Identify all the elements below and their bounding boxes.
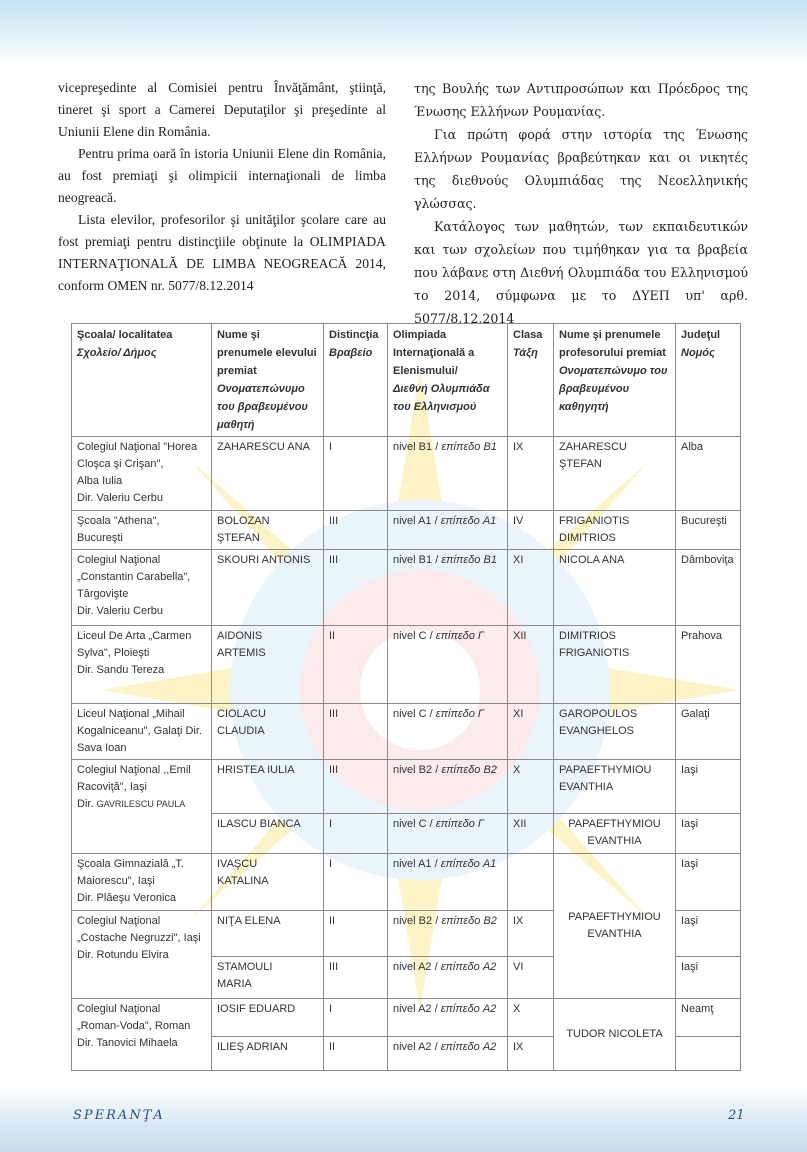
header-teacher: Nume şi prenumele profesorului premiat Ονοματεπώνυμο του βραβευμένου καθηγητή bbox=[554, 324, 676, 437]
distinction-cell: I bbox=[324, 999, 388, 1037]
county-cell: Bucureşti bbox=[676, 511, 741, 550]
paragraph: Κατάλογος των μαθητών, των εκπαιδευτικών και των σχολείων που τιμήθηκαν για τα βραβεία που λάβανε στη Διεθνή Ολυμπιάδα του Ελληνισμού το 2014, σύμφωνα με το ΔΥΕΠ υπ' αρθ. 5077/8.12.2014 bbox=[414, 219, 748, 326]
distinction-cell: III bbox=[324, 511, 388, 550]
distinction-cell: III bbox=[324, 704, 388, 760]
header-distinction: Distincţia Βραβείο bbox=[324, 324, 388, 437]
class-cell: XII bbox=[508, 626, 554, 704]
student-cell: CIOLACU CLAUDIA bbox=[212, 704, 324, 760]
school-cell: Şcoala Gimnazială „T. Maiorescu", Iaşi Dir. Plăeşu Veronica bbox=[72, 854, 212, 911]
student-cell: ZAHARESCU ANA bbox=[212, 437, 324, 511]
paragraph: Lista elevilor, profesorilor şi unităţilor şcolare care au fost premiaţi pentru distincţiile obţinute la OLIMPIADA INTERNAŢIONALĂ DE LIMBA NEOGREACĂ 2014, conform OMEN nr. 5077/8.12.2014 bbox=[58, 212, 386, 293]
table-row bbox=[72, 511, 741, 550]
distinction-cell: III bbox=[324, 957, 388, 999]
student-cell: IOSIF EDUARD bbox=[212, 999, 324, 1037]
distinction-cell: I bbox=[324, 854, 388, 911]
level-cell: nivel B1 / επίπεδο B1 bbox=[388, 437, 508, 511]
table-row bbox=[72, 437, 741, 511]
level-cell: nivel B2 / επίπεδο B2 bbox=[388, 911, 508, 957]
level-cell: nivel A2 / επίπεδο A2 bbox=[388, 1037, 508, 1071]
teacher-cell: NICOLA ANA bbox=[554, 550, 676, 626]
class-cell: IX bbox=[508, 1037, 554, 1071]
student-cell: STAMOULI MARIA bbox=[212, 957, 324, 999]
level-cell: nivel A2 / επίπεδο A2 bbox=[388, 957, 508, 999]
teacher-cell: PAPAEFTHYMIOU EVANTHIA bbox=[554, 814, 676, 854]
county-cell: Prahova bbox=[676, 626, 741, 704]
student-cell: IVAŞCU KATALINA bbox=[212, 854, 324, 911]
class-cell: IV bbox=[508, 511, 554, 550]
class-cell: XI bbox=[508, 704, 554, 760]
county-cell: Iaşi bbox=[676, 911, 741, 957]
teacher-cell: FRIGANIOTIS DIMITRIOS bbox=[554, 511, 676, 550]
level-cell: nivel C / επίπεδο Γ bbox=[388, 704, 508, 760]
school-cell: Colegiul Naţional „Costache Negruzzi", Iaşi Dir. Rotundu Elvira bbox=[72, 911, 212, 999]
table-row bbox=[72, 704, 741, 760]
distinction-cell: II bbox=[324, 626, 388, 704]
class-cell: X bbox=[508, 999, 554, 1037]
teacher-cell: DIMITRIOS FRIGANIOTIS bbox=[554, 626, 676, 704]
county-cell: Galaţi bbox=[676, 704, 741, 760]
header-band bbox=[0, 0, 807, 62]
distinction-cell: III bbox=[324, 550, 388, 626]
distinction-cell: II bbox=[324, 1037, 388, 1071]
table-row bbox=[72, 626, 741, 704]
county-cell: Dâmboviţa bbox=[676, 550, 741, 626]
header-school: Şcoala/ localitatea Σχολείο/ Δήμος bbox=[72, 324, 212, 437]
class-cell bbox=[508, 854, 554, 911]
header-student: Nume şi prenumele elevului premiat Ονοματεπώνυμο του βραβευμένου μαθητή bbox=[212, 324, 324, 437]
school-cell: Liceul Naţional „Mihail Kogalniceanu", Galaţi Dir. Sava Ioan bbox=[72, 704, 212, 760]
paragraph: της Βουλής των Αντιπροσώπων και Πρόεδρος της Ένωσης Ελλήνων Ρουμανίας. bbox=[414, 81, 748, 119]
school-cell: Colegiul Naţional "Horea Cloşca şi Crişan", Alba Iulia Dir. Valeriu Cerbu bbox=[72, 437, 212, 511]
paragraph: Pentru prima oară în istoria Uniunii Elene din România, au fost premiaţi şi olimpicii internaţionali de limba neogreacă. bbox=[58, 146, 386, 205]
class-cell: VI bbox=[508, 957, 554, 999]
left-text-column bbox=[58, 77, 386, 297]
county-cell bbox=[676, 1037, 741, 1071]
distinction-cell: III bbox=[324, 760, 388, 814]
level-cell: nivel C / επίπεδο Γ bbox=[388, 626, 508, 704]
table-header-row bbox=[72, 324, 741, 437]
level-cell: nivel A2 / επίπεδο A2 bbox=[388, 999, 508, 1037]
page-number: 21 bbox=[728, 1108, 745, 1123]
awards-table bbox=[71, 323, 741, 1071]
teacher-cell: TUDOR NICOLETA bbox=[554, 999, 676, 1071]
level-cell: nivel C / επίπεδο Γ bbox=[388, 814, 508, 854]
student-cell: HRISTEA IULIA bbox=[212, 760, 324, 814]
table-row bbox=[72, 550, 741, 626]
student-cell: NIŢA ELENA bbox=[212, 911, 324, 957]
level-cell: nivel B1 / επίπεδο B1 bbox=[388, 550, 508, 626]
level-cell: nivel B2 / επίπεδο B2 bbox=[388, 760, 508, 814]
student-cell: ILASCU BIANCA bbox=[212, 814, 324, 854]
teacher-cell: PAPAEFTHYMIOU EVANTHIA bbox=[554, 854, 676, 999]
table-row bbox=[72, 854, 741, 911]
class-cell: IX bbox=[508, 437, 554, 511]
magazine-name: SPERANŢA bbox=[73, 1108, 165, 1123]
teacher-cell: PAPAEFTHYMIOU EVANTHIA bbox=[554, 760, 676, 814]
header-class: Clasa Τάξη bbox=[508, 324, 554, 437]
level-cell: nivel A1 / επίπεδο A1 bbox=[388, 511, 508, 550]
class-cell: XI bbox=[508, 550, 554, 626]
level-cell: nivel A1 / επίπεδο A1 bbox=[388, 854, 508, 911]
county-cell: Iaşi bbox=[676, 854, 741, 911]
distinction-cell: I bbox=[324, 814, 388, 854]
table-row bbox=[72, 760, 741, 814]
student-cell: SKOURI ANTONIS bbox=[212, 550, 324, 626]
county-cell: Iaşi bbox=[676, 814, 741, 854]
student-cell: BOLOZAN ŞTEFAN bbox=[212, 511, 324, 550]
header-olympiad: Olimpiada Internaţională a Elenismului/ Διεθνή Ολυμπιάδα του Ελληνισμού bbox=[388, 324, 508, 437]
school-cell: Colegiul Naţional „Roman-Voda", Roman Dir. Tanovici Mihaela bbox=[72, 999, 212, 1071]
teacher-cell: ZAHARESCU ŞTEFAN bbox=[554, 437, 676, 511]
county-cell: Neamţ bbox=[676, 999, 741, 1037]
paragraph: Για πρώτη φορά στην ιστορία της Ένωσης Ελλήνων Ρουμανίας βραβεύτηκαν και οι νικητές της διεθνούς Ολυμπιάδας της Νεοελληνικής γλώσσας. bbox=[414, 127, 748, 211]
school-cell: Colegiul Naţional „Constantin Carabella", Târgovişte Dir. Valeriu Cerbu bbox=[72, 550, 212, 626]
distinction-cell: II bbox=[324, 911, 388, 957]
county-cell: Alba bbox=[676, 437, 741, 511]
right-text-column bbox=[414, 77, 748, 330]
student-cell: ILIEŞ ADRIAN bbox=[212, 1037, 324, 1071]
county-cell: Iaşi bbox=[676, 760, 741, 814]
school-cell: Şcoala "Athena", Bucureşti bbox=[72, 511, 212, 550]
paragraph: vicepreşedinte al Comisiei pentru Învăţământ, ştiinţă, tineret şi sport a Camerei Deputaţilor şi preşedinte al Uniunii Elene din România. bbox=[58, 80, 386, 139]
header-county: Judeţul Νομός bbox=[676, 324, 741, 437]
school-cell: Liceul De Arta „Carmen Sylva", Ploieşti Dir. Sandu Tereza bbox=[72, 626, 212, 704]
school-cell: Colegiul Naţional ,,Emil Racoviţă", Iaşi Dir. GAVRILESCU PAULA bbox=[72, 760, 212, 854]
class-cell: X bbox=[508, 760, 554, 814]
distinction-cell: I bbox=[324, 437, 388, 511]
class-cell: IX bbox=[508, 911, 554, 957]
county-cell: Iaşi bbox=[676, 957, 741, 999]
student-cell: AIDONIS ARTEMIS bbox=[212, 626, 324, 704]
table-row bbox=[72, 999, 741, 1037]
class-cell: XII bbox=[508, 814, 554, 854]
teacher-cell: GAROPOULOS EVANGHELOS bbox=[554, 704, 676, 760]
